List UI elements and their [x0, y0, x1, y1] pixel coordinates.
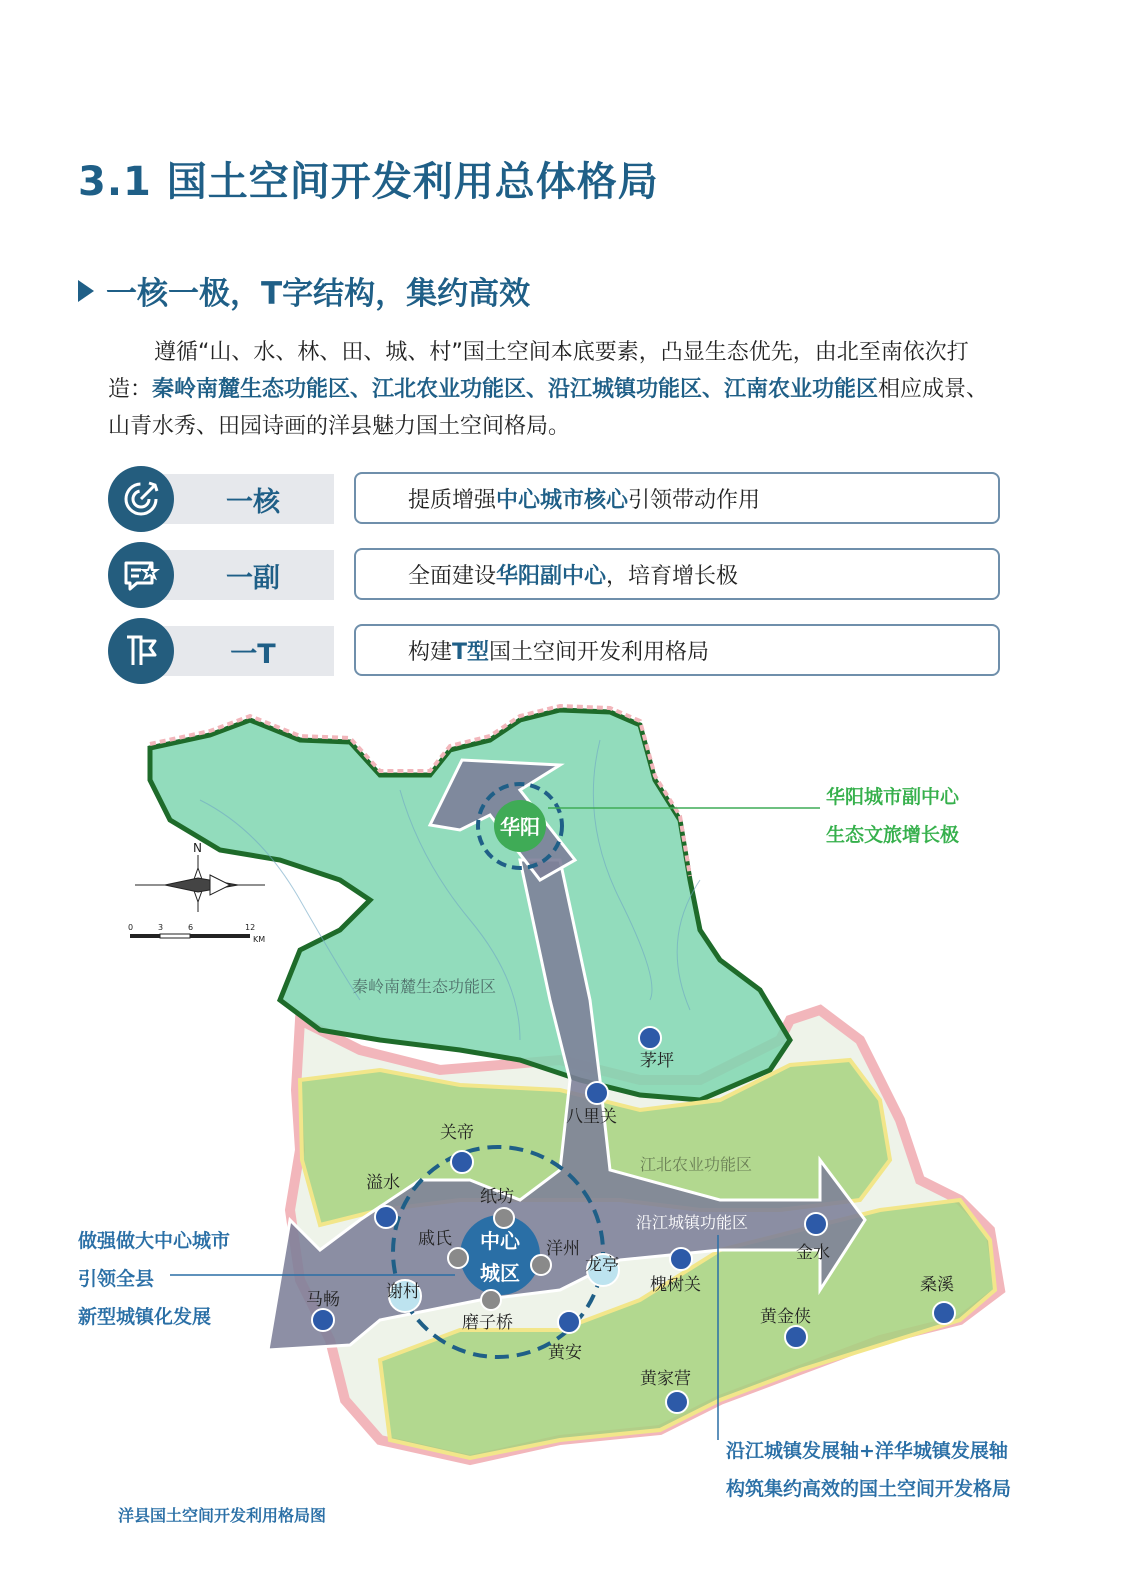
center-label-1: 中心: [480, 1229, 520, 1253]
target-icon: [108, 466, 174, 532]
compass-north-label: N: [193, 841, 202, 855]
desc-pre: 提质增强: [408, 488, 497, 513]
town-marker: [666, 1391, 688, 1413]
callout-line: 新型城镇化发展: [78, 1306, 212, 1328]
triangle-bullet-icon: [78, 280, 94, 302]
town-label: 黄家营: [640, 1369, 691, 1389]
section-heading-text: 一核一极，T字结构，集约高效: [106, 276, 531, 312]
description-box: [354, 548, 1000, 600]
town-label: 龙亭: [585, 1255, 619, 1275]
town-label: 马畅: [306, 1290, 340, 1310]
zone-label-yanjiang: 沿江城镇功能区: [636, 1213, 749, 1232]
town-label: 磨子桥: [462, 1313, 513, 1333]
callout-huayang: [826, 778, 959, 854]
callout-line: 构筑集约高效的国土空间开发格局: [726, 1478, 1012, 1500]
paragraph-text-1: 遵循“山、水、林、田、城、村”国土空间本底要素，凸显生态优先，由北至南依次打造：: [108, 340, 969, 402]
town-marker: [785, 1326, 807, 1348]
callout-line: 华阳城市副中心: [826, 786, 960, 808]
desc-highlight: 华阳副中心: [496, 564, 607, 589]
svg-text:0: 0: [128, 923, 134, 932]
structure-row-t: [108, 624, 1000, 678]
desc-pre: 构建: [408, 640, 453, 665]
town-label: 茅坪: [640, 1051, 674, 1071]
paragraph-highlight: 秦岭南麓生态功能区、江北农业功能区、沿江城镇功能区、江南农业功能区: [152, 377, 879, 402]
town-marker: [639, 1027, 661, 1049]
huayang-label: 华阳: [500, 815, 540, 839]
tag-label: 一副: [226, 563, 280, 594]
desc-post: 国土空间开发利用格局: [489, 640, 710, 665]
intro-paragraph: [108, 334, 998, 445]
description-box: [354, 624, 1000, 676]
town-marker: [805, 1213, 827, 1235]
flag-icon: [108, 618, 174, 684]
page-title: 3.1 国土空间开发利用总体格局: [78, 159, 659, 205]
tag-label: 一T: [230, 639, 276, 670]
town-label: 黄金侠: [760, 1307, 811, 1327]
structure-row-core: [108, 472, 1000, 526]
star-chat-icon: [108, 542, 174, 608]
town-marker: [586, 1082, 608, 1104]
desc-post: ，培育增长极: [606, 564, 739, 589]
town-marker: [933, 1302, 955, 1324]
desc-highlight: T型: [452, 640, 490, 665]
town-marker: [558, 1311, 580, 1333]
svg-text:3: 3: [158, 923, 164, 932]
scale-bar: [128, 923, 265, 944]
town-label: 关帝: [440, 1123, 474, 1143]
svg-text:6: 6: [188, 923, 194, 932]
desc-pre: 全面建设: [408, 564, 497, 589]
callout-line: 沿江城镇发展轴+洋华城镇发展轴: [726, 1440, 1008, 1462]
structure-row-sub: [108, 548, 1000, 602]
district-marker: [481, 1290, 501, 1310]
paragraph-text-2: 相应成景、山青水秀、田园诗画的洋县魅力国土空间格局。: [108, 377, 989, 439]
town-label: 桑溪: [920, 1275, 954, 1295]
callout-line: 生态文旅增长极: [826, 824, 960, 846]
town-marker: [670, 1248, 692, 1270]
town-label: 槐树关: [650, 1275, 701, 1295]
town-label: 谢村: [386, 1282, 420, 1302]
svg-text:12: 12: [245, 923, 256, 932]
section-heading: [78, 268, 530, 313]
town-marker: [451, 1151, 473, 1173]
town-label: 金水: [796, 1243, 830, 1263]
town-marker: [312, 1309, 334, 1331]
center-label-2: 城区: [480, 1261, 520, 1285]
map-caption: 洋县国土空间开发利用格局图: [118, 1506, 327, 1525]
zone-label-eco: 秦岭南麓生态功能区: [352, 977, 497, 996]
town-marker: [375, 1206, 397, 1228]
desc-highlight: 中心城市核心: [496, 488, 629, 513]
town-label: 溢水: [366, 1173, 400, 1193]
district-marker: [448, 1248, 468, 1268]
town-label: 八里关: [566, 1107, 617, 1127]
town-label: 黄安: [548, 1343, 582, 1363]
svg-text:KM: KM: [253, 935, 266, 944]
callout-line: 引领全县: [78, 1268, 155, 1290]
callout-center: [78, 1222, 230, 1336]
town-label: 纸坊: [480, 1187, 514, 1207]
tag-label: 一核: [226, 487, 280, 518]
callout-line: 做强做大中心城市: [78, 1230, 231, 1252]
town-label: 洋州: [546, 1239, 580, 1259]
desc-post: 引领带动作用: [628, 488, 761, 513]
town-label: 戚氏: [418, 1229, 452, 1249]
district-marker: [494, 1208, 514, 1228]
callout-axis: [726, 1432, 1011, 1508]
description-box: [354, 472, 1000, 524]
zone-label-jiangbei: 江北农业功能区: [640, 1155, 753, 1174]
